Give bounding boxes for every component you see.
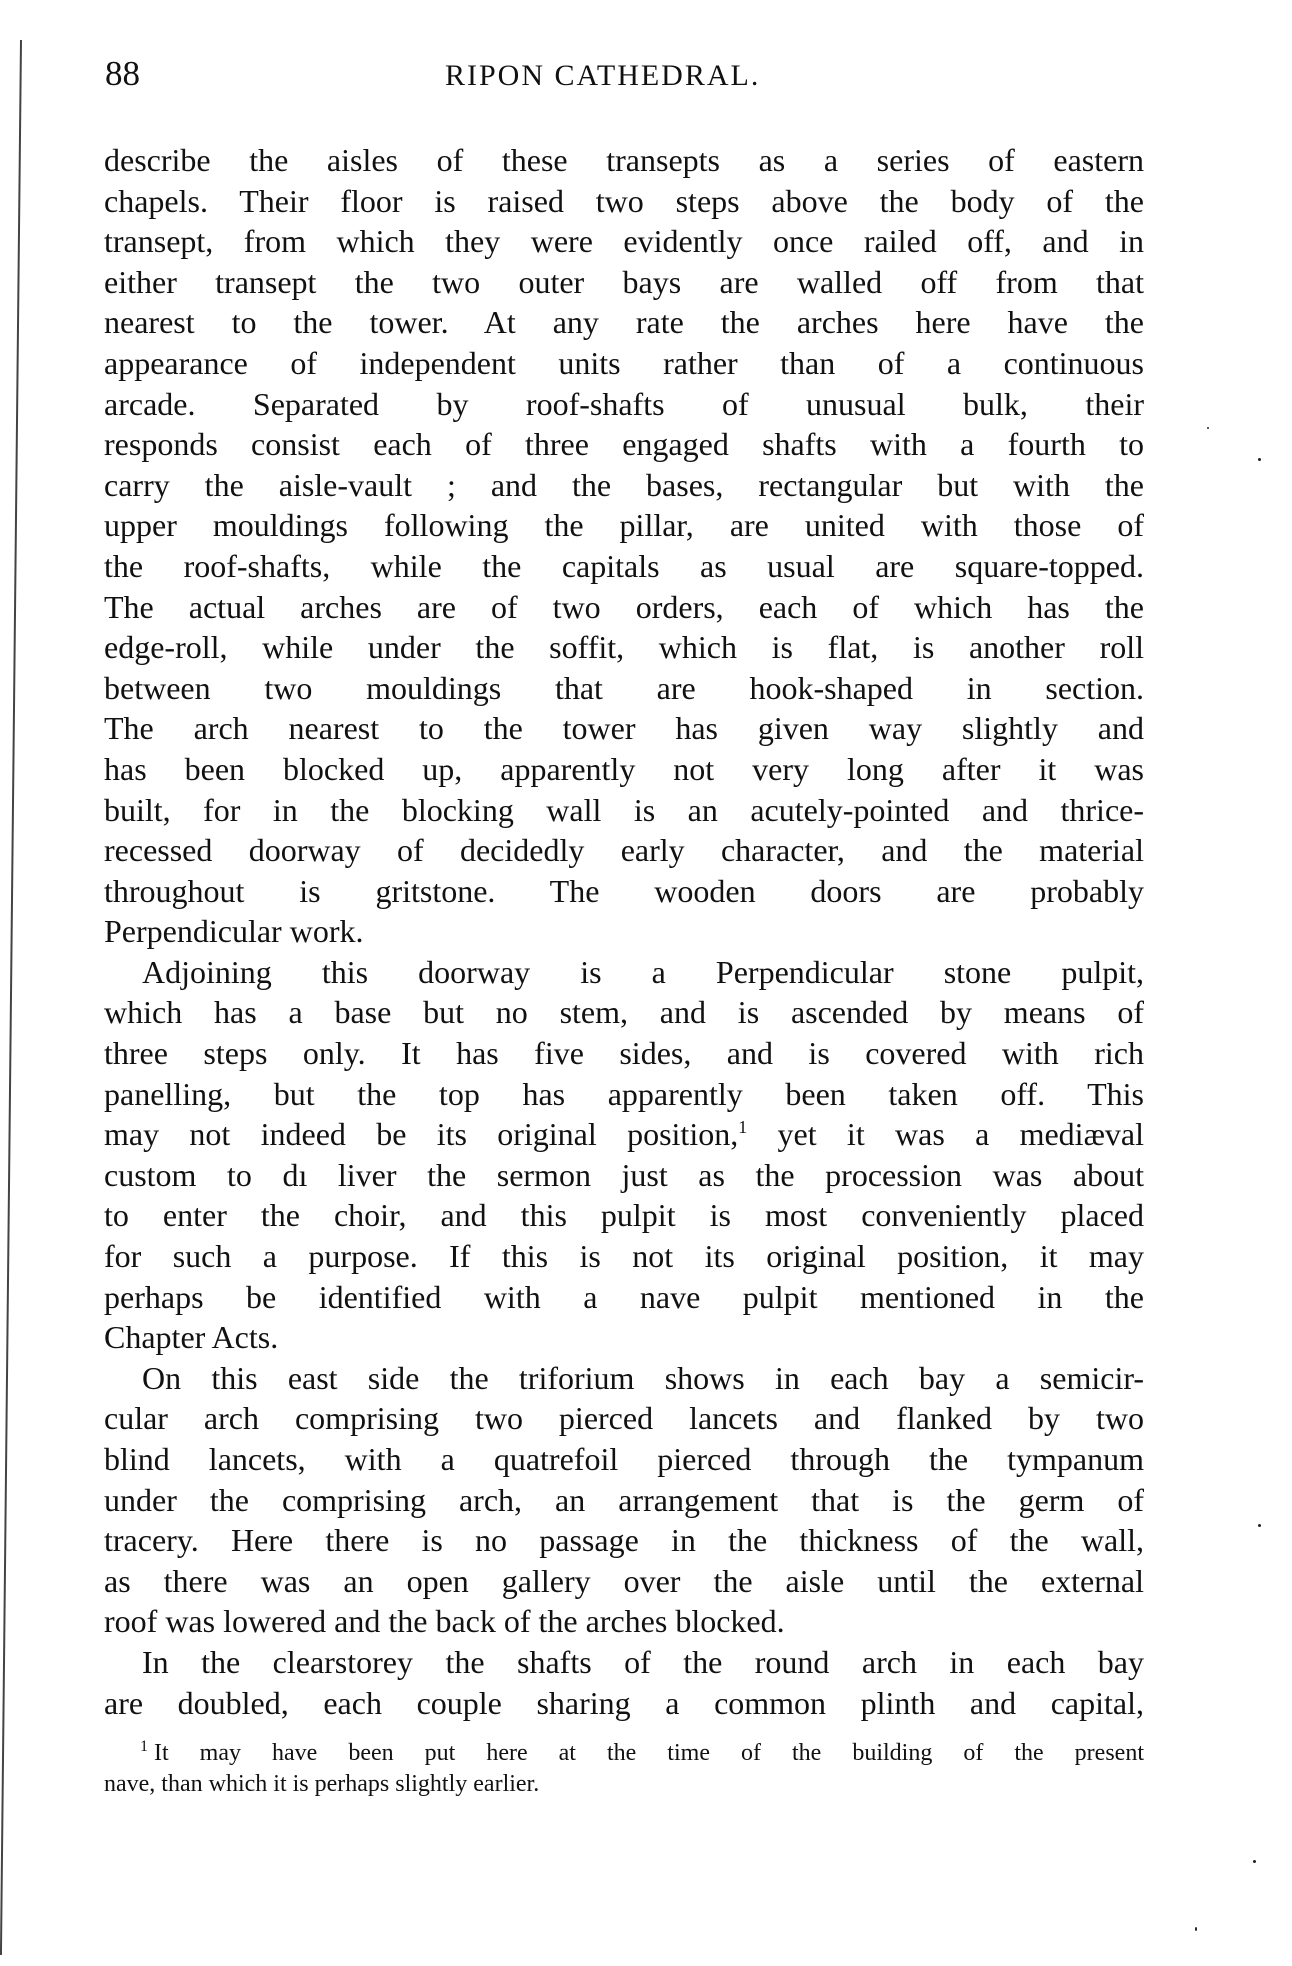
- text-line: recessed doorway of decidedly early character, and the material: [104, 832, 1144, 869]
- text-segment: may not indeed be its original position,: [104, 1116, 739, 1153]
- text-line: blind lancets, with a quatrefoil pierced through the tympanum: [104, 1441, 1144, 1477]
- text-line: chapels. Their floor is raised two steps above the body of the: [104, 182, 1144, 219]
- text-line: built, for in the blocking wall is an acutely-pointed and thrice-: [104, 791, 1144, 828]
- text-line: panelling, but the top has apparently been taken off. This: [104, 1075, 1144, 1112]
- text-line: has been blocked up, apparently not very long after it was: [104, 750, 1144, 787]
- text-line-with-footnote-ref: [104, 1114, 1144, 1155]
- scan-speck: [1258, 458, 1261, 461]
- text-line: either transept the two outer bays are walled off from that: [104, 263, 1144, 300]
- text-line: appearance of independent units rather than of a continuous: [104, 344, 1144, 381]
- text-line: transept, from which they were evidently once railed off, and in: [104, 223, 1144, 260]
- text-line: perhaps be identified with a nave pulpit mentioned in the: [104, 1278, 1144, 1315]
- paragraph-end-line: Perpendicular work.: [104, 913, 364, 950]
- body-text: [104, 140, 1144, 1723]
- paragraph-start-line: In the clearstorey the shafts of the round arch in each bay: [142, 1643, 1144, 1680]
- page-number: 88: [105, 54, 140, 93]
- text-line: arcade. Separated by roof-shafts of unusual bulk, their: [104, 385, 1144, 422]
- scan-speck: [1195, 1927, 1197, 1931]
- footnotes: [104, 1738, 1144, 1800]
- text-line: upper mouldings following the pillar, are united with those of: [104, 507, 1144, 544]
- scan-margin-rule: [0, 40, 22, 1955]
- text-line: between two mouldings that are hook-shaped in section.: [104, 669, 1144, 706]
- text-line: edge-roll, while under the soffit, which is flat, is another roll: [104, 629, 1144, 666]
- footnote-reference[interactable]: 1: [738, 1117, 748, 1138]
- text-line: The actual arches are of two orders, each of which has the: [104, 588, 1144, 625]
- paragraph-end-line: roof was lowered and the back of the arches blocked.: [104, 1603, 785, 1640]
- paragraph-end-line: Chapter Acts.: [104, 1319, 279, 1356]
- footnote-line: nave, than which it is perhaps slightly earlier.: [104, 1771, 540, 1797]
- footnote-line: [104, 1738, 1144, 1769]
- text-line: describe the aisles of these transepts as a series of eastern: [104, 142, 1144, 178]
- scan-speck: [1207, 427, 1209, 429]
- text-line: tracery. Here there is no passage in the thickness of the wall,: [104, 1522, 1144, 1559]
- scan-speck: [1258, 1524, 1261, 1527]
- scan-speck: [1253, 1860, 1256, 1863]
- running-head: [105, 52, 1145, 96]
- text-line: cular arch comprising two pierced lancets and flanked by two: [104, 1400, 1144, 1437]
- text-line: The arch nearest to the tower has given way slightly and: [104, 710, 1144, 747]
- text-line: for such a purpose. If this is not its original position, it may: [104, 1238, 1144, 1275]
- text-line: responds consist each of three engaged shafts with a fourth to: [104, 426, 1144, 463]
- text-line: three steps only. It has five sides, and is covered with rich: [104, 1035, 1144, 1072]
- footnote-text: It may have been put here at the time of the building of the present: [154, 1740, 1144, 1766]
- text-line: as there was an open gallery over the aisle until the external: [104, 1562, 1144, 1599]
- running-title: RIPON CATHEDRAL.: [445, 59, 761, 92]
- text-line: nearest to the tower. At any rate the arches here have the: [104, 304, 1144, 341]
- text-line: are doubled, each couple sharing a common plinth and capital,: [104, 1684, 1144, 1721]
- footnote-marker: 1: [140, 1738, 148, 1755]
- text-line: the roof-shafts, while the capitals as usual are square-topped.: [104, 547, 1144, 584]
- text-line: which has a base but no stem, and is ascended by means of: [104, 994, 1144, 1031]
- text-line: custom to dı liver the sermon just as the procession was about: [104, 1156, 1144, 1193]
- text-line: carry the aisle-vault ; and the bases, rectangular but with the: [104, 466, 1144, 503]
- paragraph-start-line: On this east side the triforium shows in each bay a semicir-: [142, 1359, 1144, 1396]
- text-line: under the comprising arch, an arrangement that is the germ of: [104, 1481, 1144, 1518]
- paragraph-start-line: Adjoining this doorway is a Perpendicular stone pulpit,: [142, 953, 1144, 990]
- text-line: throughout is gritstone. The wooden doors are probably: [104, 872, 1144, 909]
- text-segment: yet it was a mediæval: [747, 1116, 1144, 1153]
- text-line: to enter the choir, and this pulpit is most conveniently placed: [104, 1197, 1144, 1234]
